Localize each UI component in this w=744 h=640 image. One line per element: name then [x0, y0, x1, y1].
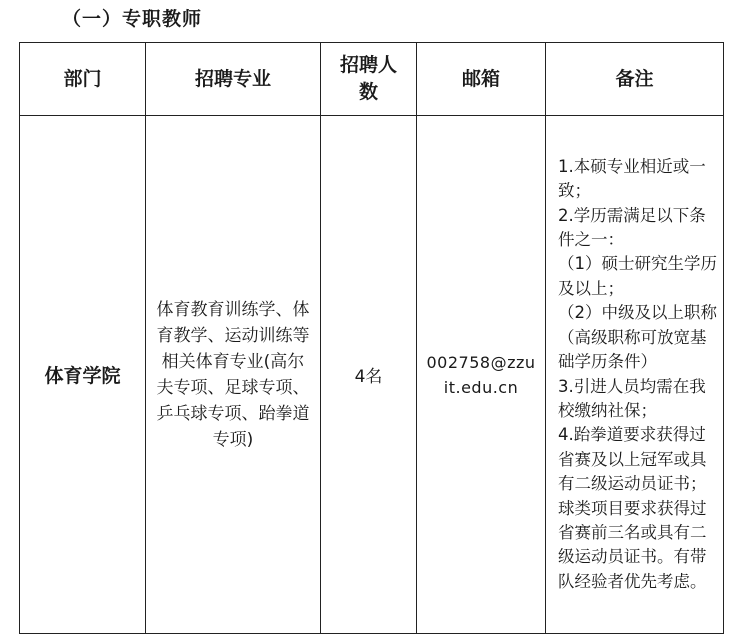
header-major: 招聘专业: [146, 43, 321, 116]
note-line: 校缴纳社保；: [558, 400, 657, 420]
cell-major: 体育教育训练学、体育教学、运动训练等相关体育专业(高尔夫专项、足球专项、乒乓球专项、跆拳道专项): [146, 116, 321, 634]
note-line: 础学历条件）: [558, 352, 657, 372]
recruitment-table: [19, 42, 724, 634]
note-line: （2）中级及以上职称: [558, 303, 717, 323]
section-title: （一）专职教师: [62, 8, 203, 30]
note-line: 3.引进人员均需在我: [558, 376, 706, 396]
header-notes: 备注: [546, 43, 724, 116]
note-line: （高级职称可放宽基: [558, 327, 707, 347]
table-row: [20, 116, 724, 634]
note-line: 4.跆拳道要求获得过: [558, 425, 706, 445]
note-line: 级运动员证书。有带: [558, 547, 707, 567]
note-line: 件之一：: [558, 230, 624, 250]
header-count: 招聘人数: [321, 43, 417, 116]
header-department: 部门: [20, 43, 146, 116]
cell-email[interactable]: 002758@zzuit.edu.cn: [417, 116, 546, 634]
note-line: 有二级运动员证书；: [558, 474, 707, 494]
header-email: 邮箱: [417, 43, 546, 116]
cell-notes: [546, 116, 724, 634]
table-header-row: [20, 43, 724, 116]
note-line: （1）硕士研究生学历: [558, 254, 717, 274]
note-line: 及以上；: [558, 278, 624, 298]
note-line: 省赛及以上冠军或具: [558, 449, 707, 469]
note-line: 省赛前三名或具有二: [558, 522, 707, 542]
note-line: 致；: [558, 181, 591, 201]
note-line: 球类项目要求获得过: [558, 498, 707, 518]
note-line: 队经验者优先考虑。: [558, 571, 707, 591]
cell-count: 4名: [321, 116, 417, 634]
note-line: 1.本硕专业相近或一: [558, 156, 706, 176]
note-line: 2.学历需满足以下条: [558, 205, 706, 225]
cell-department: 体育学院: [20, 116, 146, 634]
